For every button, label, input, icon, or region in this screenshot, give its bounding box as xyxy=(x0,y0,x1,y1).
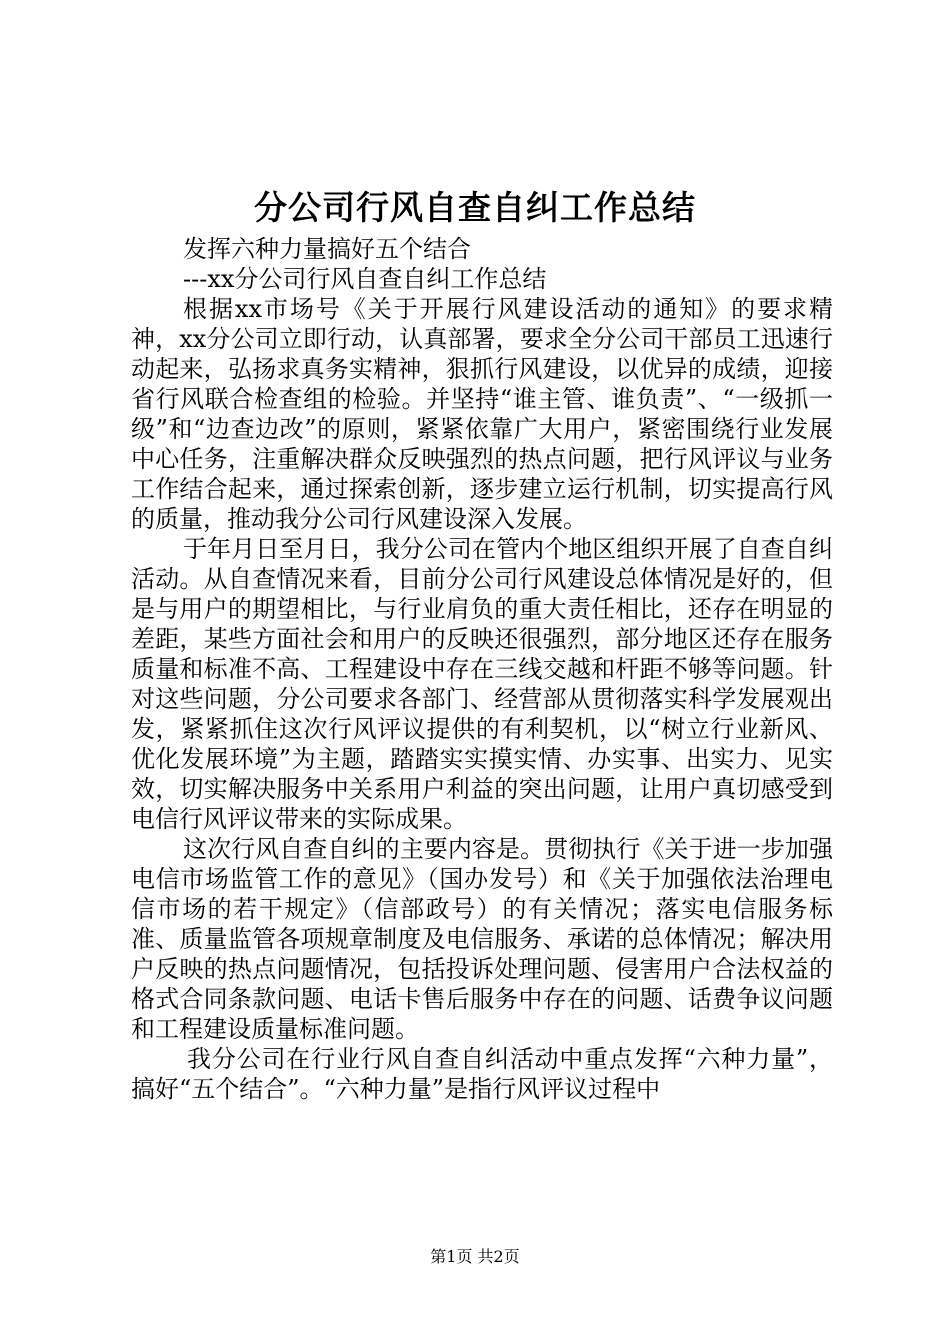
subtitle-line-1: 发挥六种力量搞好五个结合 xyxy=(183,235,471,263)
paragraph-2: 于年月日至月日，我分公司在管内个地区组织开展了自查自纠活动。从自查情况来看，目前分公司行风建设总体情况是好的，但是与用户的期望相比，与行业肩负的重大责任相比，还存在明显的差距，某些方面社会和用户的反映还很强烈，部分地区还存在服务质量和标准不高、工程建设中存在三线交越和杆距不够等问题。针对这些问题，分公司要求各部门、经营部从贯彻落实科学发展观出发，紧紧抓住这次行风评议提供的有利契机，以“树立行业新风、优化发展环境”为主题，踏踏实实摸实情、办实事、出实力、见实效，切实解决服务中关系用户利益的突出问题，让用户真切感受到电信行风评议带来的实际成果。 xyxy=(131,535,833,833)
subtitle-line-2: ---xx分公司行风自查自纠工作总结 xyxy=(183,265,547,293)
document-title: 分公司行风自查自纠工作总结 xyxy=(254,188,696,227)
page-number-footer: 第1页 共2页 xyxy=(430,1247,520,1266)
document-body xyxy=(131,234,833,1104)
paragraph-3: 这次行风自查自纠的主要内容是。贯彻执行《关于进一步加强电信市场监管工作的意见》（国办发号）和《关于加强依法治理电信市场的若干规定》（信部政号）的有关情况；落实电信服务标准、质量监管各项规章制度及电信服务、承诺的总体情况；解决用户反映的热点问题情况，包括投诉处理问题、侵害用户合法权益的格式合同条款问题、电话卡售后服务中存在的问题、话费争议问题和工程建设质量标准问题。 xyxy=(131,835,833,1043)
paragraph-1: 根据xx市场号《关于开展行风建设活动的通知》的要求精神，xx分公司立即行动，认真部署，要求全分公司干部员工迅速行动起来，弘扬求真务实精神，狠抓行风建设，以优异的成绩，迎接省行风联合检查组的检验。并坚持“谁主管、谁负责”、“一级抓一级”和“边查边改”的原则，紧紧依靠广大用户，紧密围绕行业发展中心任务，注重解决群众反映强烈的热点问题，把行风评议与业务工作结合起来，通过探索创新，逐步建立运行机制，切实提高行风的质量，推动我分公司行风建设深入发展。 xyxy=(131,295,833,533)
paragraph-4: 我分公司在行业行风自查自纠活动中重点发挥“六种力量”，搞好“五个结合”。“六种力量”是指行风评议过程中 xyxy=(131,1045,833,1103)
